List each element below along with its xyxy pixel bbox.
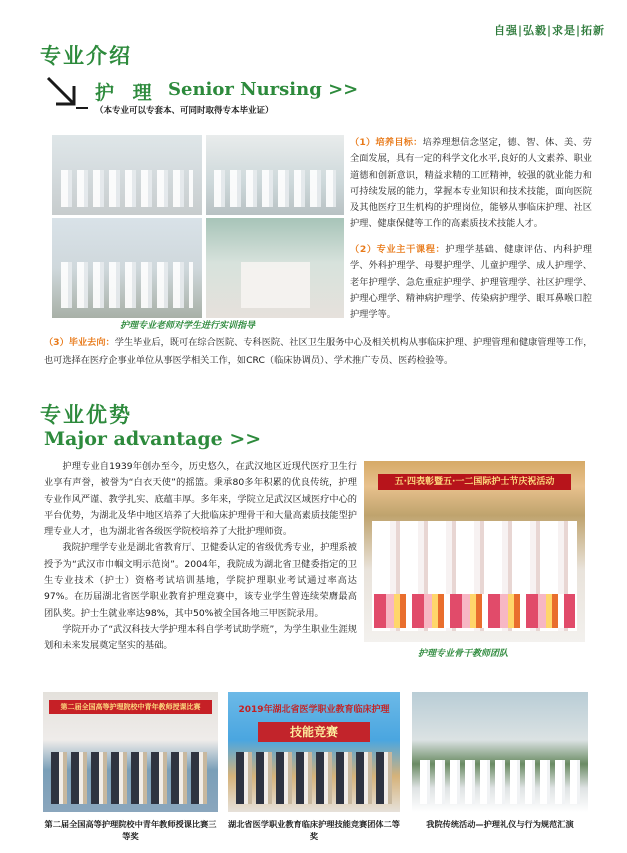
- advantage-paragraph: 学院开办了“武汉科技大学护理本科自学考试助学班”，为学生职业生涯规划和未来发展奠定坚实的基础。: [44, 623, 357, 652]
- award-photo-2: [228, 692, 400, 812]
- activity-photo: [412, 692, 588, 812]
- team-photo-banner: 五·四表彰暨五·一二国际护士节庆祝活动: [378, 474, 571, 490]
- teacher-team-photo: [364, 461, 585, 642]
- award-caption-2: 湖北省医学职业教育临床护理技能竞赛团体二等奖: [228, 819, 400, 841]
- award-photo-1: [43, 692, 218, 812]
- training-goal-label: （1）培养目标：: [350, 137, 423, 148]
- award-caption-1: 第二届全国高等护理院校中青年教师授课比赛三等奖: [44, 819, 217, 841]
- award-photo-2-subbanner: 技能竞赛: [258, 722, 370, 742]
- training-photo-4: [206, 218, 344, 318]
- graduate-destination-text: 学生毕业后，既可在综合医院、专科医院、社区卫生服务中心及相关机构从事临床护理、护理管理和健康管理等工作，也可选择在医疗企事业单位从事医学相关工作，如CRC（临床协调员）、学术推广专员、医药检验等。: [44, 337, 593, 366]
- training-photo-3: [52, 218, 202, 318]
- activity-caption: 我院传统活动—护理礼仪与行为规范汇演: [426, 819, 574, 829]
- advantage-section-title: 专业优势: [40, 403, 132, 427]
- major-name-english: Senior Nursing >>: [168, 79, 359, 100]
- training-photo-caption: 护理专业老师对学生进行实训指导: [120, 321, 256, 331]
- training-goal-text: 培养理想信念坚定，德、智、体、美、劳全面发展，具有一定的科学文化水平,良好的人文素养、职业道德和创新意识，精益求精的工匠精神，较强的就业能力和可持续发展的能力，掌握本专业知识和技术技能，面向医院及其他医疗卫生机构的护理岗位，能够从事临床护理、社区护理、健康保健等工作的高素质技术技能人才。: [350, 137, 592, 230]
- core-courses-text: 护理学基础、健康评估、内科护理学、外科护理学、母婴护理学、儿童护理学、成人护理学、老年护理学、急危重症护理学、护理管理学、社区护理学、护理心理学、精神病护理学、传染病护理学、眼耳鼻喉口腔护理学等。: [350, 244, 592, 321]
- major-note: （本专业可以专套本、可同时取得专本毕业证）: [95, 106, 274, 116]
- award-photo-2-banner: 2019年湖北省医学职业教育临床护理: [238, 705, 390, 715]
- award-photo-1-banner: 第二届全国高等护理院校中青年教师授课比赛: [49, 700, 212, 714]
- graduate-destination: [44, 334, 599, 370]
- training-photo-2: [206, 135, 344, 215]
- major-name: 护 理: [95, 82, 158, 104]
- advantage-paragraph: 护理专业自1939年创办至今，历史悠久，在武汉地区近现代医疗卫生行业享有声誉，被誉为“白衣天使”的摇篮。秉承80多年积累的优良传统，护理专业作风严谨、教学扎实、底蕴丰厚。多年来，学院立足武汉区域医疗中心的平台优势，为湖北及华中地区培养了大批临床护理骨干和大量高素质技能型护理专业人才，也为湖北省各级医学院校培养了大批护理师资。: [44, 461, 357, 538]
- advantage-section-english: Major advantage >>: [44, 428, 262, 450]
- training-goal: [350, 135, 592, 233]
- graduate-destination-label: （3）毕业去向：: [44, 337, 115, 348]
- advantage-text: [44, 459, 357, 655]
- intro-section-title: 专业介绍: [40, 44, 132, 68]
- advantage-paragraph: 我院护理学专业是湖北省教育厅、卫健委认定的省级优秀专业，护理系被授予为“武汉市巾帼文明示范岗”。2004年，我院成为湖北省卫健委指定的卫生专业技术（护士）资格考试培训基地，学院护理职业考试通过率高达97%。在历届湖北省医学职业教育护理竞赛中，该专业学生曾连续荣膺最高团队奖。护士生就业率达98%，其中50%被全国各地三甲医院录用。: [44, 542, 357, 619]
- arrow-down-right-icon: [44, 74, 88, 110]
- school-motto: 自强|弘毅|求是|拓新: [493, 24, 605, 37]
- core-courses-label: （2）专业主干课程：: [350, 244, 446, 255]
- teacher-team-caption: 护理专业骨干教师团队: [418, 649, 509, 659]
- training-photo-1: [52, 135, 202, 215]
- core-courses: [350, 242, 592, 323]
